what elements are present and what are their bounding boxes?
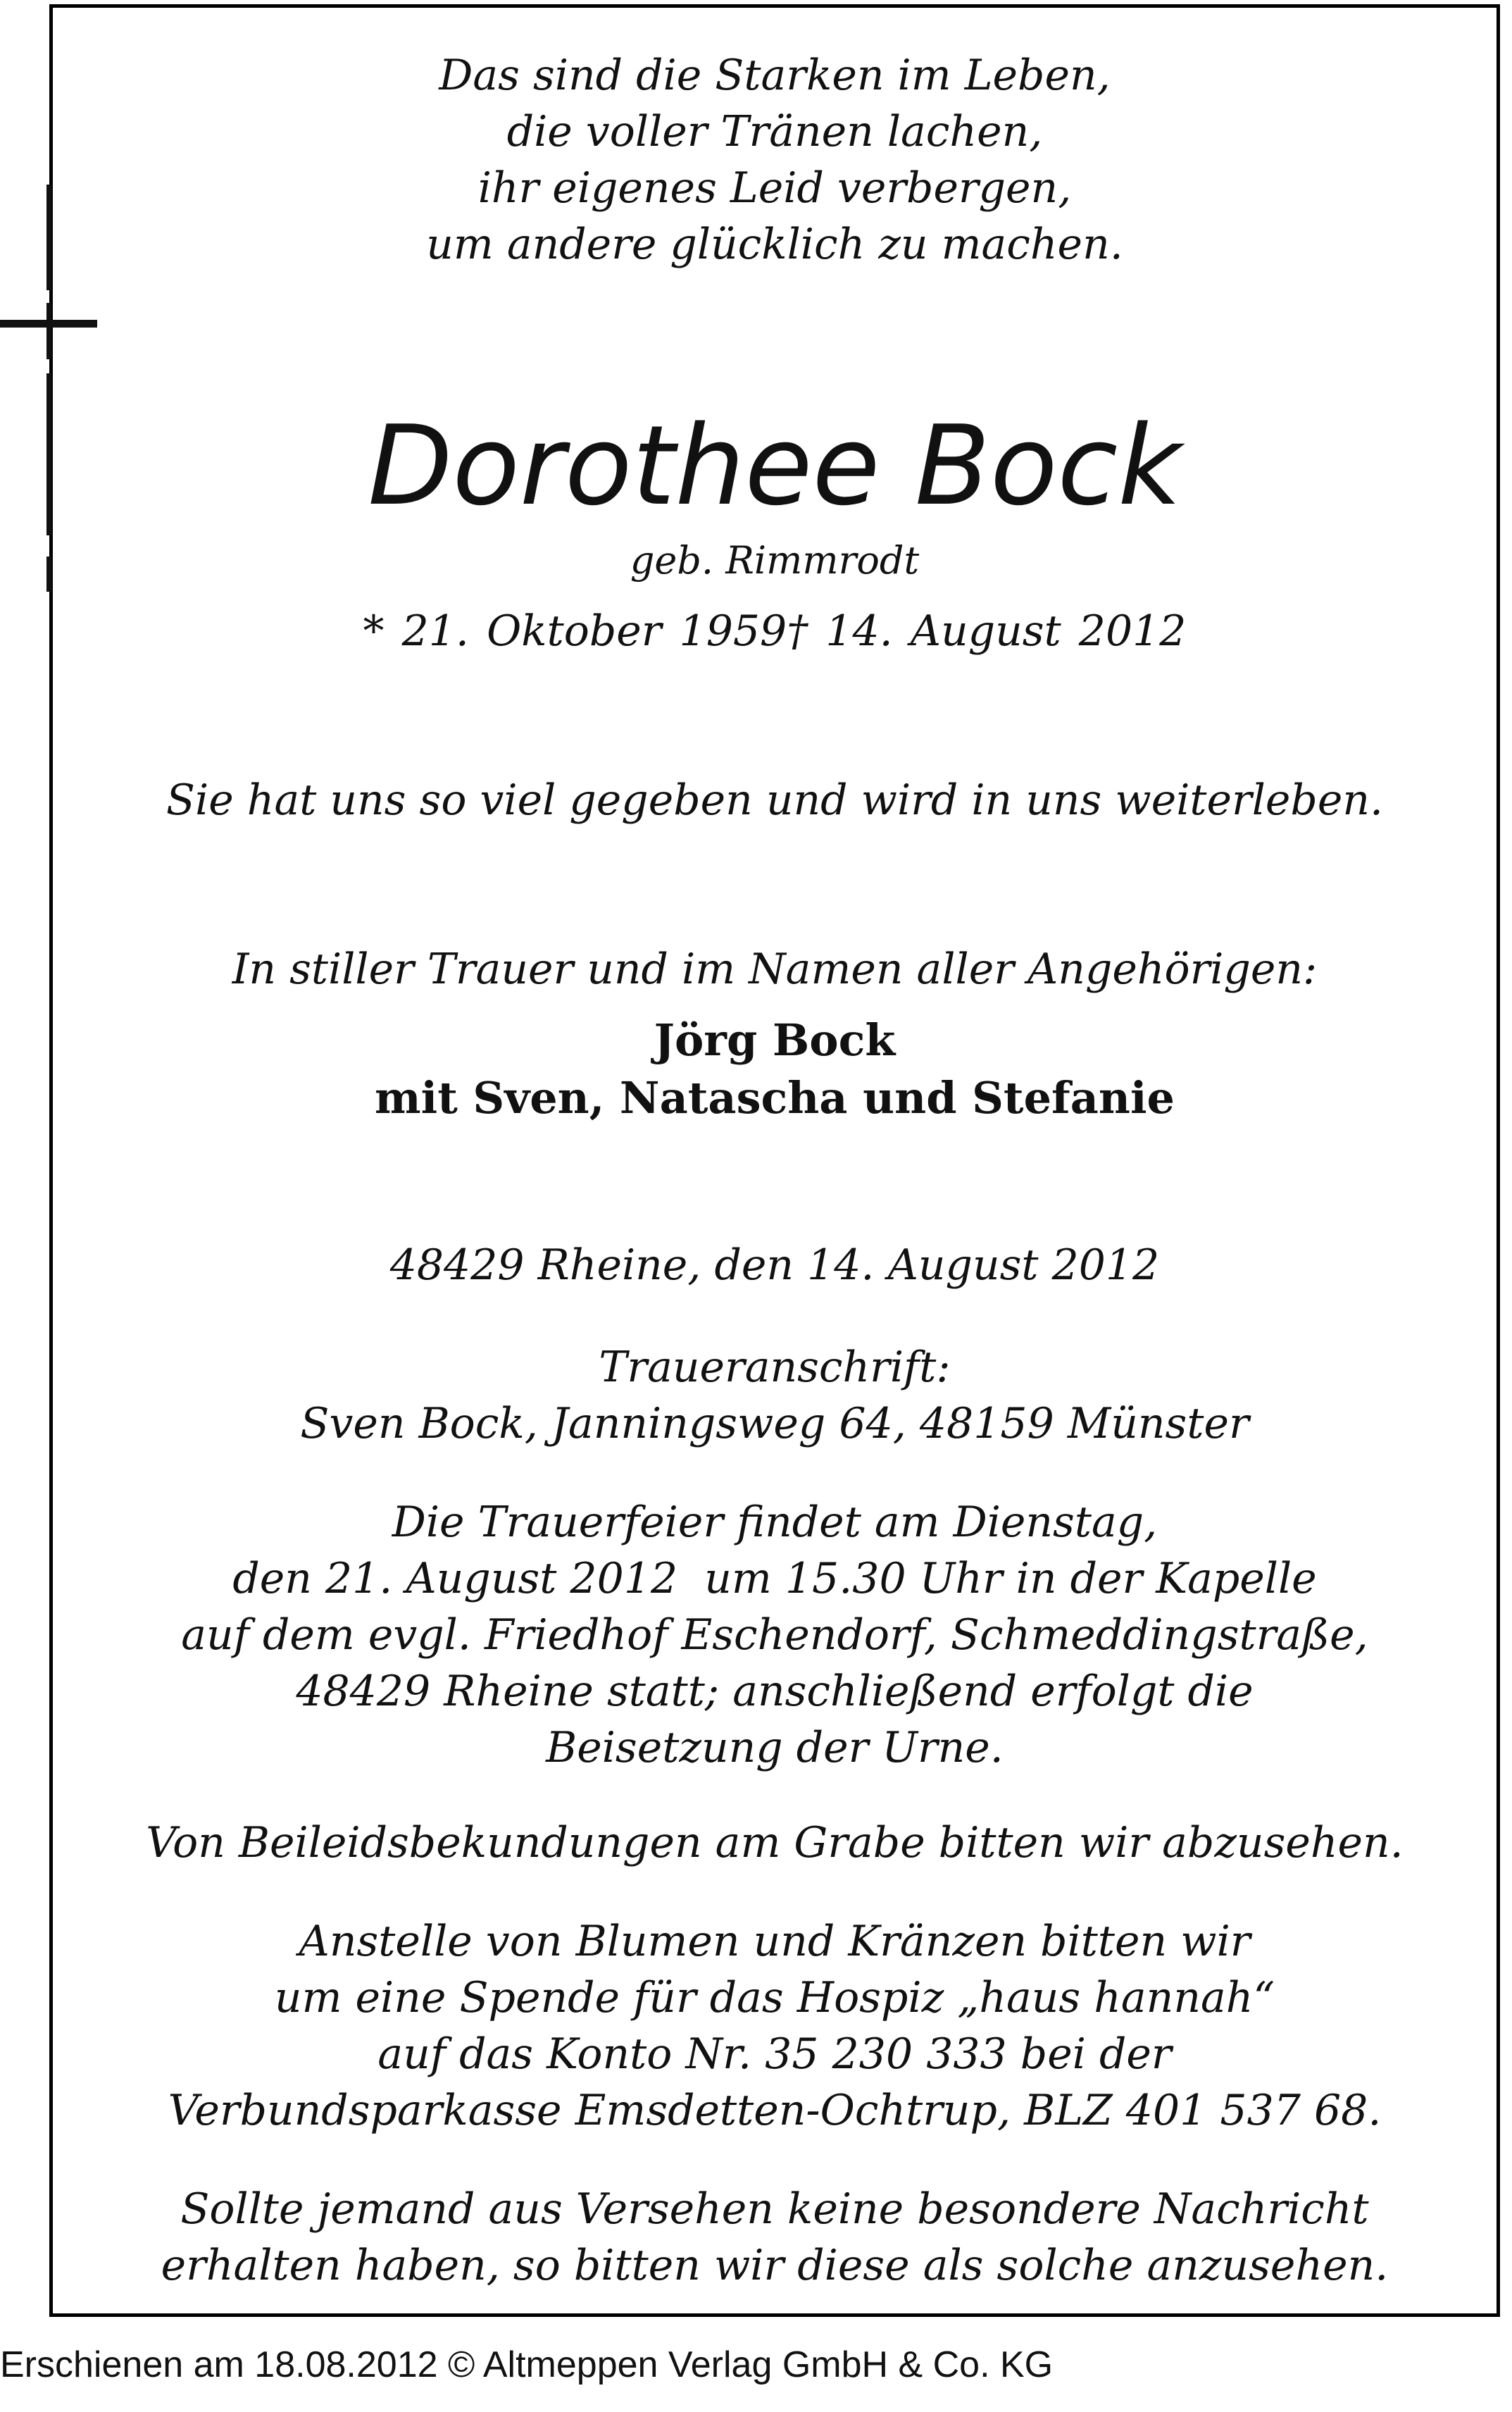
donation-line: Verbundsparkasse Emsdetten-Ochtrup, BLZ 401 537 68. bbox=[168, 2086, 1382, 2135]
missed-line: Sollte jemand aus Versehen keine besondere Nachricht bbox=[180, 2184, 1369, 2234]
family-line: mit Sven, Natascha und Stefanie bbox=[375, 1072, 1175, 1124]
donation-request bbox=[53, 1913, 1497, 2139]
mourning-address bbox=[53, 1339, 1497, 1452]
life-dates bbox=[53, 603, 1497, 659]
missed-notice bbox=[53, 2181, 1497, 2294]
cross-icon bbox=[0, 0, 106, 592]
donation-line: auf das Konto Nr. 35 230 333 bei der bbox=[377, 2029, 1172, 2079]
poem bbox=[53, 47, 1497, 273]
funeral-details bbox=[53, 1494, 1497, 1776]
poem-line: um andere glücklich zu machen. bbox=[426, 220, 1123, 269]
deceased-name: Dorothee Bock bbox=[368, 402, 1182, 530]
funeral-line: Beisetzung der Urne. bbox=[546, 1723, 1004, 1772]
publication-footer: Erschienen am 18.08.2012 © Altmeppen Verlag GmbH & Co. KG bbox=[0, 2344, 1054, 2385]
funeral-line: Die Trauerfeier findet am Dienstag, bbox=[392, 1498, 1158, 1547]
birth-date: * 21. Oktober 1959 bbox=[363, 607, 787, 656]
tribute-line: Sie hat uns so viel gegeben und wird in uns weiterleben. bbox=[165, 776, 1384, 825]
funeral-line: auf dem evgl. Friedhof Eschendorf, Schmeddingstraße, bbox=[181, 1610, 1368, 1660]
place-date: 48429 Rheine, den 14. August 2012 bbox=[389, 1241, 1160, 1290]
poem-line: Das sind die Starken im Leben, bbox=[439, 51, 1111, 100]
funeral-line: 48429 Rheine statt; anschließend erfolgt die bbox=[296, 1667, 1254, 1716]
death-date: † 14. August 2012 bbox=[787, 607, 1187, 656]
donation-line: um eine Spende für das Hospiz „haus hannah“ bbox=[274, 1973, 1275, 2022]
obituary-notice bbox=[49, 4, 1500, 2317]
funeral-line: den 21. August 2012 um 15.30 Uhr in der Kapelle bbox=[232, 1554, 1317, 1603]
maiden-name: geb. Rimmrodt bbox=[630, 538, 920, 583]
poem-line: die voller Tränen lachen, bbox=[506, 107, 1043, 156]
condolences-note: Von Beileidsbekundungen am Grabe bitten wir abzusehen. bbox=[146, 1818, 1404, 1867]
family-names bbox=[53, 1012, 1497, 1127]
donation-line: Anstelle von Blumen und Kränzen bitten wir bbox=[299, 1917, 1251, 1966]
family-line: Jörg Bock bbox=[654, 1014, 896, 1066]
address-line: Traueranschrift: bbox=[599, 1343, 951, 1392]
missed-line: erhalten haben, so bitten wir diese als solche anzusehen. bbox=[161, 2241, 1389, 2290]
address-line: Sven Bock, Janningsweg 64, 48159 Münster bbox=[300, 1399, 1249, 1448]
mourners-intro: In stiller Trauer und im Namen aller Angehörigen: bbox=[232, 945, 1318, 994]
poem-line: ihr eigenes Leid verbergen, bbox=[477, 163, 1072, 213]
